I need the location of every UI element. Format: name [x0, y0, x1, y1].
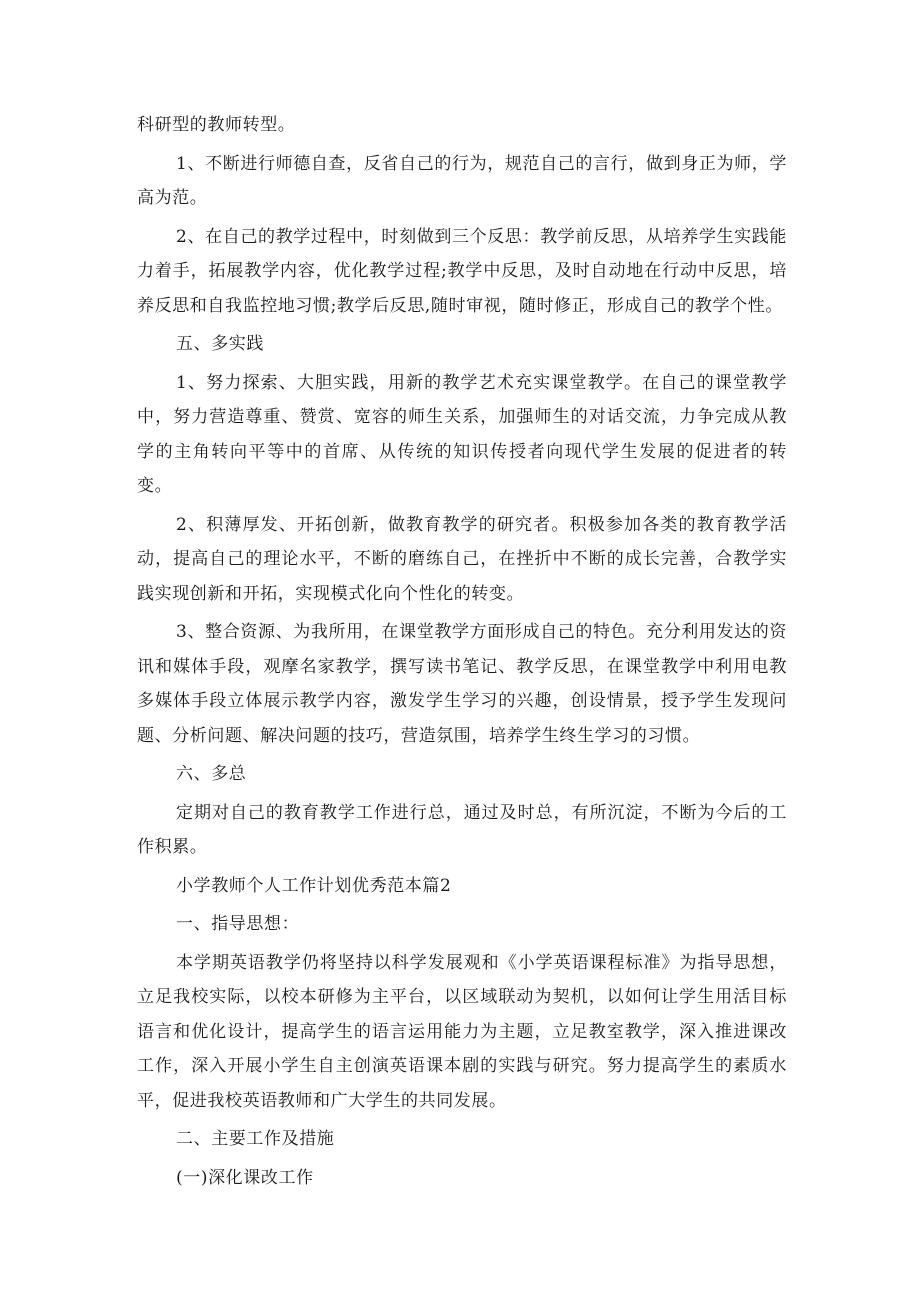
section-heading: 一、指导思想：: [176, 914, 300, 934]
paragraph: 定期对自己的教育教学工作进行总，通过及时总，有所沉淀，不断为今后的工作积累。: [137, 802, 787, 857]
section-heading: 六、多总: [176, 764, 247, 784]
paragraph: 2、积薄厚发、开拓创新，做教育教学的研究者。积极参加各类的教育教学活动，提高自己的理论水平，不断的磨练自己，在挫折中不断的成长完善，合教学实践实现创新和开拓，实现模式化向个性化的转变。: [137, 514, 787, 604]
paragraph: 2、在自己的教学过程中，时刻做到三个反思：教学前反思，从培养学生实践能力着手，拓展教学内容，优化教学过程;教学中反思，及时自动地在行动中反思，培养反思和自我监控地习惯;教学后反思,随时审视，随时修正，形成自己的教学个性。: [137, 226, 787, 316]
paragraph: 本学期英语教学仍将坚持以科学发展观和《小学英语课程标准》为指导思想，立足我校实际，以校本研修为主平台，以区域联动为契机，以如何让学生用活目标语言和优化设计，提高学生的语言运用能力为主题，立足教室教学，深入推进课改工作，深入开展小学生自主创演英语课本剧的实践与研究。努力提高学生的素质水平，促进我校英语教师和广大学生的共同发展。: [137, 952, 787, 1111]
subsection-heading: (一)深化课改工作: [176, 1167, 314, 1188]
section-heading: 五、多实践: [176, 334, 264, 354]
paragraph: 1、不断进行师德自查，反省自己的行为，规范自己的言行，做到身正为师，学高为范。: [137, 153, 787, 208]
paragraph: 3、整合资源、为我所用，在课堂教学方面形成自己的特色。充分利用发达的资讯和媒体手段，观摩名家教学，撰写读书笔记、教学反思，在课堂教学中利用电教多媒体手段立体展示教学内容，激发学生学习的兴趣，创设情景，授予学生发现问题、分析问题、解决问题的技巧，营造氛围，培养学生终生学习的习惯。: [137, 622, 787, 746]
paragraph: 1、努力探索、大胆实践，用新的教学艺术充实课堂教学。在自己的课堂教学中，努力营造尊重、赞赏、宽容的师生关系，加强师生的对话交流，力争完成从教学的主角转向平等中的首席、从传统的知识传授者向现代学生发展的促进者的转变。: [137, 372, 787, 496]
document-body: [137, 108, 787, 1199]
section-heading: 二、主要工作及措施: [176, 1129, 335, 1149]
document-title: 小学教师个人工作计划优秀范本篇2: [176, 875, 452, 896]
paragraph: 科研型的教师转型。: [137, 115, 296, 135]
